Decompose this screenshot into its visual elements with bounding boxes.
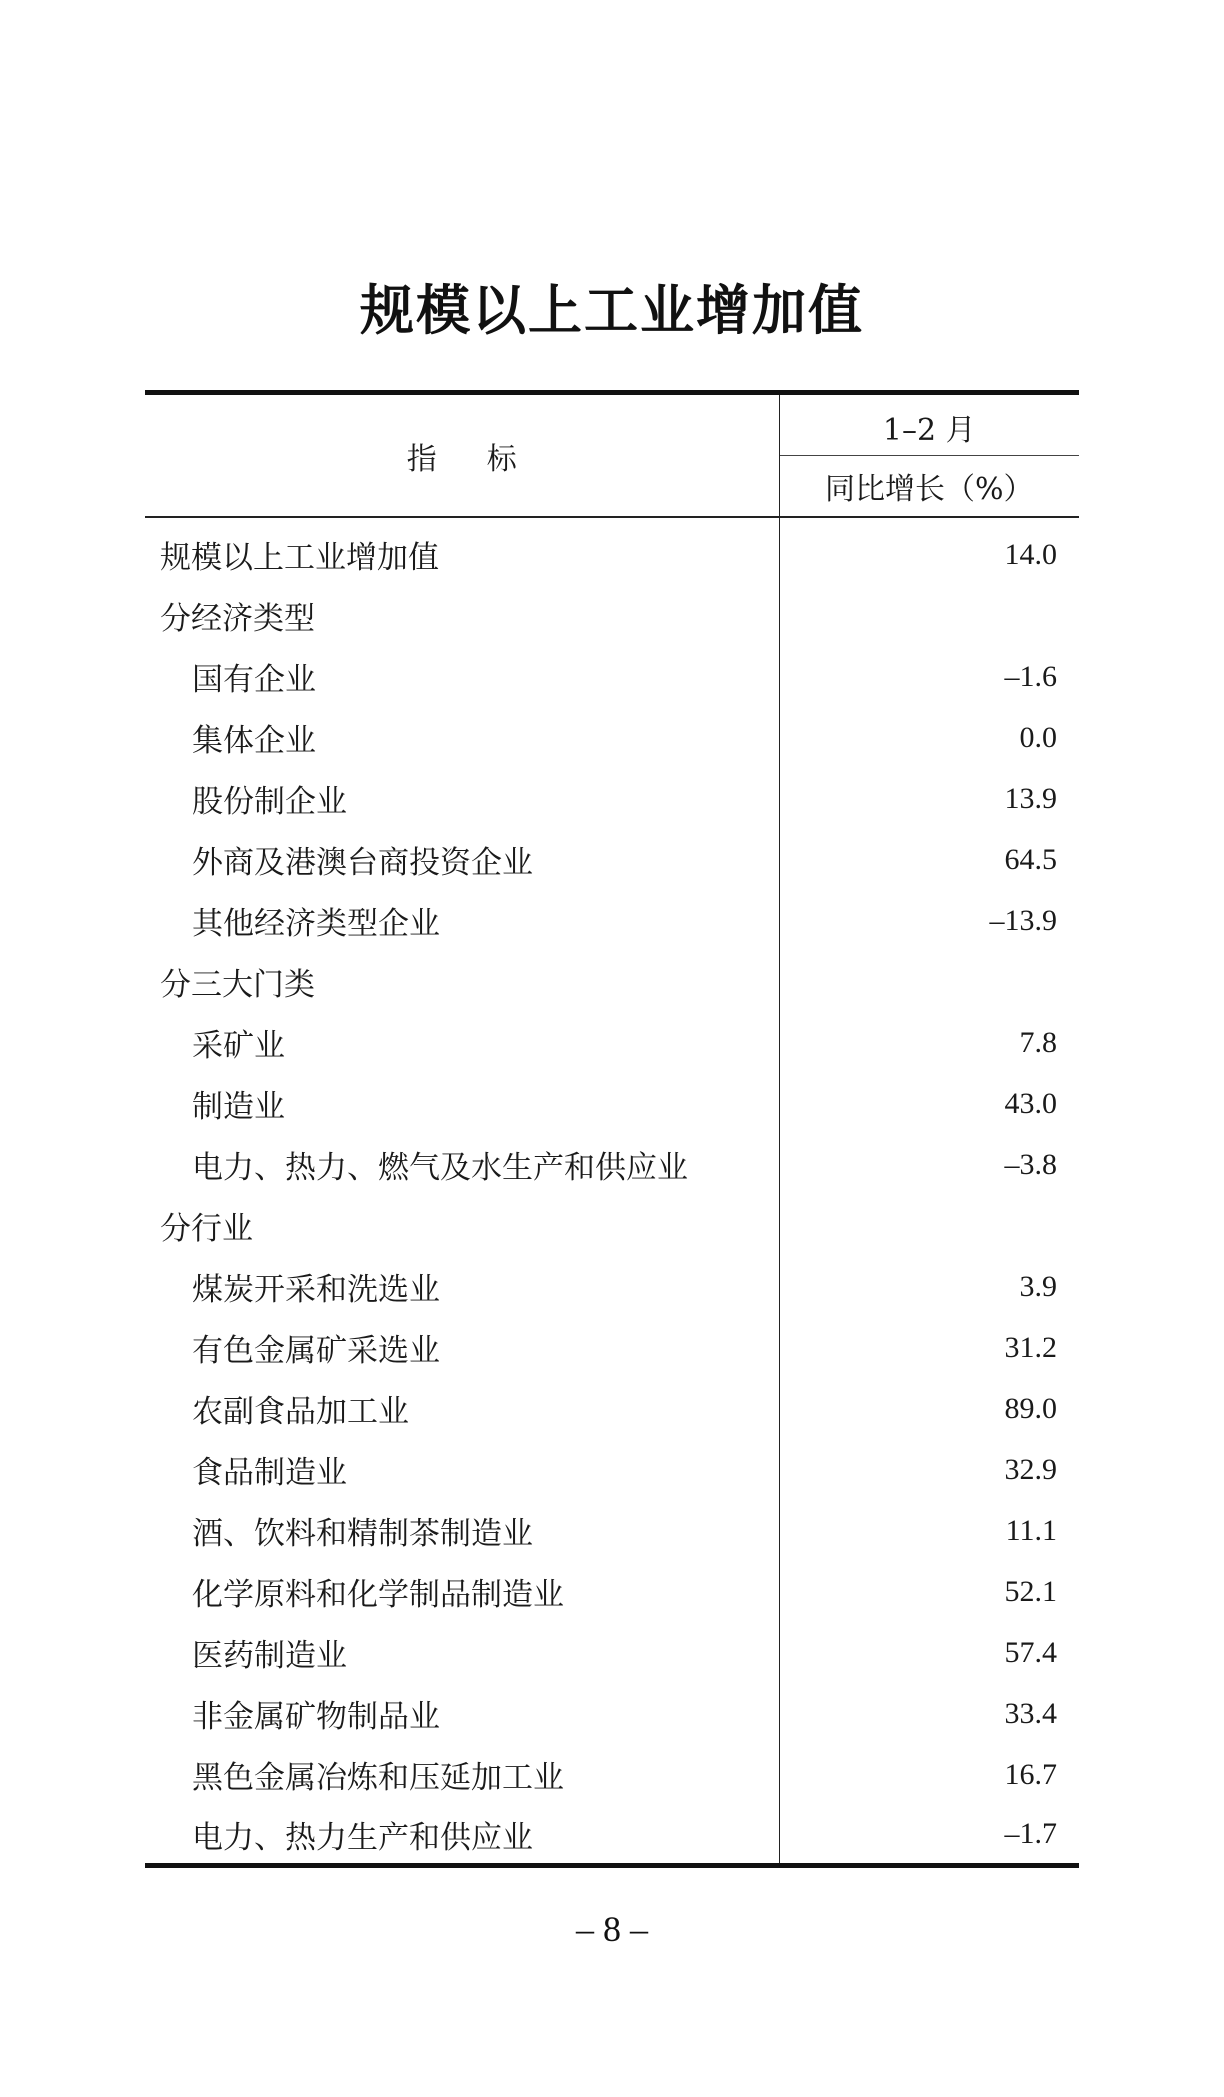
row-indicator-name: 分行业 <box>145 1195 779 1256</box>
table-row <box>145 1561 1079 1622</box>
row-indicator-name: 电力、热力、燃气及水生产和供应业 <box>145 1134 779 1195</box>
page-title: 规模以上工业增加值 <box>360 279 864 342</box>
row-indicator-name: 非金属矿物制品业 <box>145 1683 779 1744</box>
table-row <box>145 768 1079 829</box>
row-growth-value: 57.4 <box>1004 1635 1057 1669</box>
row-growth-value: 11.1 <box>1005 1513 1057 1547</box>
row-growth-value <box>779 1195 1079 1256</box>
table-row <box>145 1256 1079 1317</box>
row-growth-value <box>779 585 1079 646</box>
indicator-column-header: 指标 <box>145 393 779 518</box>
row-indicator-name: 规模以上工业增加值 <box>145 517 779 585</box>
table-row <box>145 1622 1079 1683</box>
table-body <box>145 517 1079 1866</box>
unit-column-header: 同比增长（%） <box>779 456 1079 518</box>
industrial-value-added-table <box>145 390 1079 1868</box>
table-row <box>145 1805 1079 1866</box>
table-row <box>145 1744 1079 1805</box>
row-indicator-name: 股份制企业 <box>145 768 779 829</box>
row-indicator-name: 有色金属矿采选业 <box>145 1317 779 1378</box>
row-growth-value: 0.0 <box>1019 720 1057 754</box>
row-growth-value: 13.9 <box>1004 781 1057 815</box>
table-header <box>145 393 1079 518</box>
row-growth-value: 33.4 <box>1004 1696 1057 1730</box>
row-indicator-name: 采矿业 <box>145 1012 779 1073</box>
row-indicator-name: 黑色金属冶炼和压延加工业 <box>145 1744 779 1805</box>
row-indicator-name: 分三大门类 <box>145 951 779 1012</box>
row-growth-value: 89.0 <box>1004 1391 1057 1425</box>
table-row <box>145 646 1079 707</box>
table-row <box>145 707 1079 768</box>
table-row <box>145 1134 1079 1195</box>
table-row <box>145 1378 1079 1439</box>
row-growth-value: 52.1 <box>1004 1574 1057 1608</box>
row-indicator-name: 酒、饮料和精制茶制造业 <box>145 1500 779 1561</box>
row-indicator-name: 农副食品加工业 <box>145 1378 779 1439</box>
row-growth-value: 14.0 <box>1004 537 1057 571</box>
table-row <box>145 1683 1079 1744</box>
period-column-header: 1–2 月 <box>779 393 1079 456</box>
row-indicator-name: 分经济类型 <box>145 585 779 646</box>
row-growth-value: 43.0 <box>1004 1086 1057 1120</box>
row-growth-value: –1.6 <box>1004 659 1057 693</box>
table-row <box>145 1012 1079 1073</box>
row-growth-value: 64.5 <box>1004 842 1057 876</box>
table-row <box>145 890 1079 951</box>
row-growth-value: 7.8 <box>1019 1025 1057 1059</box>
table-row <box>145 1073 1079 1134</box>
row-indicator-name: 集体企业 <box>145 707 779 768</box>
table-row <box>145 1317 1079 1378</box>
row-indicator-name: 外商及港澳台商投资企业 <box>145 829 779 890</box>
row-growth-value: –1.7 <box>779 1805 1079 1866</box>
table-row <box>145 1195 1079 1256</box>
row-indicator-name: 医药制造业 <box>145 1622 779 1683</box>
row-indicator-name: 制造业 <box>145 1073 779 1134</box>
row-growth-value: 31.2 <box>1004 1330 1057 1364</box>
table-row <box>145 517 1079 585</box>
table-row <box>145 1500 1079 1561</box>
row-indicator-name: 电力、热力生产和供应业 <box>145 1805 779 1866</box>
row-indicator-name: 化学原料和化学制品制造业 <box>145 1561 779 1622</box>
table-row <box>145 1439 1079 1500</box>
row-indicator-name: 国有企业 <box>145 646 779 707</box>
table-row <box>145 585 1079 646</box>
row-growth-value <box>779 951 1079 1012</box>
row-growth-value: 3.9 <box>1019 1269 1057 1303</box>
row-growth-value: –3.8 <box>1004 1147 1057 1181</box>
row-growth-value: 16.7 <box>1004 1757 1057 1791</box>
row-growth-value: 32.9 <box>1004 1452 1057 1486</box>
page-number: – 8 – <box>576 1909 648 1949</box>
row-indicator-name: 煤炭开采和洗选业 <box>145 1256 779 1317</box>
table-row <box>145 829 1079 890</box>
row-indicator-name: 食品制造业 <box>145 1439 779 1500</box>
row-growth-value: –13.9 <box>989 903 1057 937</box>
row-indicator-name: 其他经济类型企业 <box>145 890 779 951</box>
table-row <box>145 951 1079 1012</box>
